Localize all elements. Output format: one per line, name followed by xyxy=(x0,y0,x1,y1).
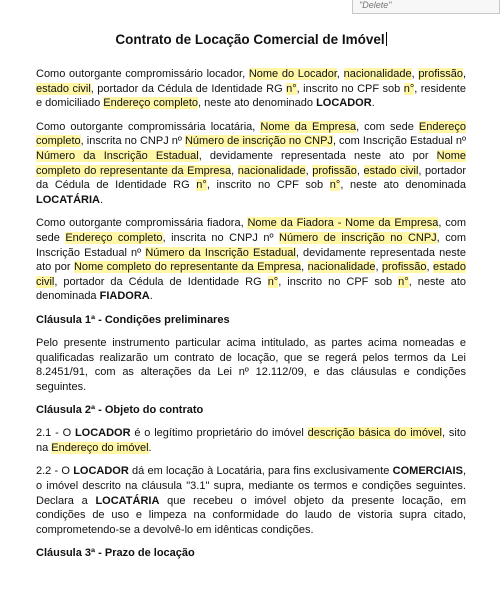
clause-3-heading[interactable]: Cláusula 3ª - Prazo de locação xyxy=(36,547,195,560)
placeholder-field[interactable]: nacionalidade xyxy=(343,68,412,80)
document-page xyxy=(36,0,466,560)
placeholder-field[interactable]: nacionalidade xyxy=(307,261,376,274)
placeholder-field[interactable]: n° xyxy=(398,275,409,288)
placeholder-field[interactable]: Nome completo do representante da Empresa xyxy=(73,261,302,274)
placeholder-field[interactable]: profissão xyxy=(312,164,357,177)
clause-2-2-text[interactable]: 2.2 - O LOCADOR dá em locação à Locatária, para fins exclusivamente COMERCIAIS, o imóvel descrito na cláusula "3.1" supra, mediante os termos e condições seguintes. Declara a LOCATÁRIA que recebeu o imóvel objeto da presente locação, em condições de uso e limpeza na conformidade do laudo de vistoria supra citado, comprometendo-se a devolvê-lo em idênticas condições. xyxy=(36,465,467,536)
text-cursor xyxy=(386,32,387,46)
placeholder-field[interactable]: n° xyxy=(196,179,207,192)
placeholder-field[interactable]: Endereço completo xyxy=(65,231,163,244)
placeholder-field[interactable]: estado civil xyxy=(36,261,466,288)
placeholder-field[interactable]: Número da Inscrição Estadual xyxy=(36,149,199,162)
placeholder-field[interactable]: n° xyxy=(403,82,415,95)
placeholder-field[interactable]: Nome do Locador xyxy=(248,68,337,80)
clause-1-text[interactable]: Pelo presente instrumento particular acima intitulado, as partes acima nomeadas e qualificadas realizarão um contrato de locação, que se regerá pelos termos da Lei 8.2451/91, com as alterações da Lei nº 12.112/09, e das cláusulas e condições seguintes. xyxy=(36,336,466,393)
paragraph-locador[interactable]: Como outorgante compromissário locador, Nome do Locador, nacionalidade, profissão, estado civil, portador da Cédula de Identidade RG n°, inscrito no CPF sob n°, residente e domiciliado Endereço completo, neste ato denominado LOCADOR. xyxy=(36,68,467,110)
placeholder-field[interactable]: estado civil xyxy=(36,82,91,95)
placeholder-field[interactable]: Nome da Fiadora - Nome da Empresa xyxy=(247,217,439,230)
placeholder-field[interactable]: Endereço completo xyxy=(36,120,466,148)
paragraph-fiadora[interactable]: Como outorgante compromissária fiadora, Nome da Fiadora - Nome da Empresa, com sede Endereço completo, inscrita no CNPJ nº Número de inscrição no CNPJ, com Inscrição Estadual nº Número da Inscrição Estadual, devidamente representada neste ato por Nome completo do representante da Empresa, nacionalidade, profissão, estado civil, portador da Cédula de Identidade RG n°, inscrito no CPF sob n°, neste ato denominada FIADORA. xyxy=(36,217,467,303)
placeholder-field[interactable]: profissão xyxy=(381,261,427,274)
delete-tooltip: "Delete" xyxy=(352,0,500,14)
placeholder-field[interactable]: Endereço do imóvel xyxy=(51,441,149,454)
placeholder-field[interactable]: n° xyxy=(286,82,297,95)
placeholder-field[interactable]: nacionalidade xyxy=(237,164,306,177)
paragraph-locataria[interactable]: Como outorgante compromissária locatária, Nome da Empresa, com sede Endereço completo, inscrita no CNPJ nº Número de inscrição no CNPJ, com Inscrição Estadual nº Número da Inscrição Estadual, devidamente representada neste ato por Nome completo do representante da Empresa, nacionalidade, profissão, estado civil, portador da Cédula de Identidade RG n°, inscrito no CPF sob n°, neste ato denominada LOCATÁRIA. xyxy=(36,120,466,206)
placeholder-field[interactable]: estado civil xyxy=(363,164,419,177)
placeholder-field[interactable]: n° xyxy=(329,179,341,192)
placeholder-field[interactable]: Nome da Empresa xyxy=(260,120,357,133)
clause-2-heading[interactable]: Cláusula 2ª - Objeto do contrato xyxy=(36,404,204,417)
placeholder-field[interactable]: descrição básica do imóvel xyxy=(307,427,443,440)
placeholder-field[interactable]: Endereço completo xyxy=(103,97,199,110)
clause-1-heading[interactable]: Cláusula 1ª - Condições preliminares xyxy=(36,313,230,326)
placeholder-field[interactable]: profissão xyxy=(418,68,463,80)
placeholder-field[interactable]: Nome completo do representante da Empresa xyxy=(36,149,466,177)
placeholder-field[interactable]: Número da Inscrição Estadual xyxy=(145,246,296,259)
placeholder-field[interactable]: n° xyxy=(267,275,279,288)
placeholder-field[interactable]: Número de inscrição no CNPJ xyxy=(279,231,437,244)
document-title[interactable]: Contrato de Locação Comercial de Imóvel xyxy=(115,32,385,47)
placeholder-field[interactable]: Número de inscrição no CNPJ xyxy=(184,135,333,148)
clause-2-1-text[interactable]: 2.1 - O LOCADOR é o legítimo proprietário do imóvel descrição básica do imóvel, sito na Endereço do imóvel. xyxy=(36,427,467,454)
